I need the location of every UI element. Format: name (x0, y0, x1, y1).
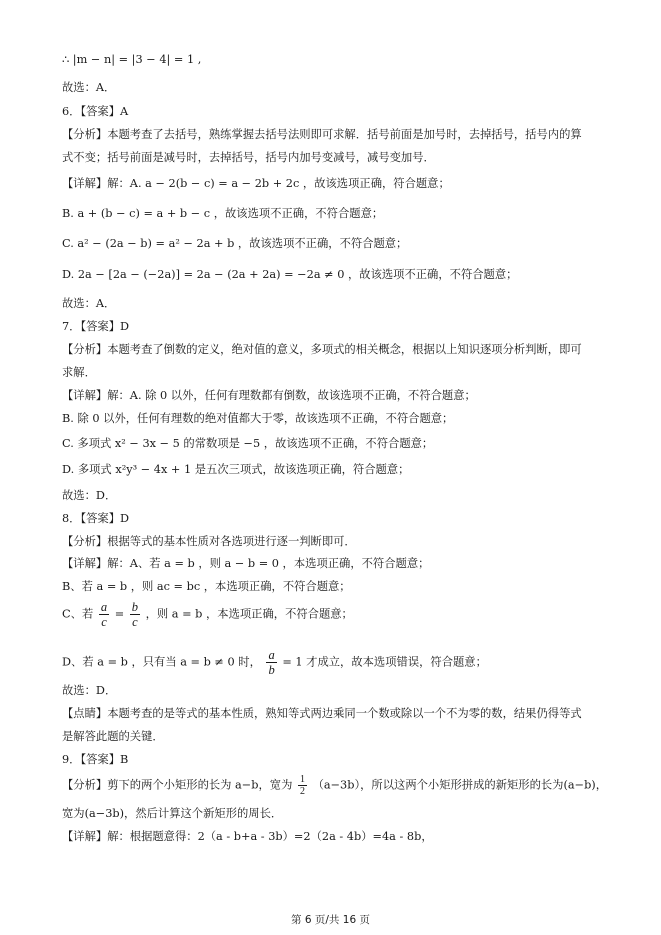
fraction-denominator: c (101, 615, 107, 629)
line-23-prefix: C、若 (62, 607, 94, 621)
fraction-denominator: c (132, 615, 138, 629)
line-28: 9．【答案】B (62, 753, 129, 766)
line-10: 故选：A． (62, 297, 116, 310)
line-31: 【详解】解：根据题意得：2（a - b+a - 3b）=2（2a - 4b）=4a - 8b， (62, 830, 433, 843)
line-30: 宽为(a−3b)，然后计算这个新矩形的周长． (62, 807, 283, 820)
line-26: 【点睛】本题考查的是等式的基本性质，熟知等式两边乘同一个数或除以一个不为零的数，结果仍得等式 (62, 707, 582, 720)
fraction-numerator: a (100, 600, 108, 614)
fraction-denominator: 2 (299, 786, 305, 797)
line-29 (62, 774, 607, 797)
equals-sign: = (114, 607, 125, 621)
line-29-suffix: （a−3b），所以这两个小矩形拼成的新矩形的长为(a−b)， (312, 778, 608, 792)
line-19: 8．【答案】D (62, 512, 130, 525)
line-18: 故选：D． (62, 489, 117, 502)
fraction-b-over-c (130, 600, 140, 629)
line-17: D. 多项式 x²y³ − 4x + 1 是五次三项式，故该选项正确，符合题意； (62, 463, 410, 476)
line-13: 求解． (62, 366, 96, 379)
line-16: C. 多项式 x² − 3x − 5 的常数项是 −5 ，故该选项不正确，不符合题意； (62, 437, 434, 450)
line-4: 【分析】本题考查了去括号，熟练掌握去括号法则即可求解．括号前面是加号时，去掉括号，括号内的算 (62, 128, 582, 141)
line-29-prefix: 【分析】剪下的两个小矩形的长为 a−b，宽为 (62, 778, 293, 792)
line-20: 【分析】根据等式的基本性质对各选项进行逐一判断即可． (62, 535, 356, 548)
line-8: C. a² − (2a − b) = a² − 2a + b ，故该选项不正确，不符合题意； (62, 237, 408, 250)
line-12: 【分析】本题考查了倒数的定义，绝对值的意义，多项式的相关概念，根据以上知识逐项分析判断，即可 (62, 343, 582, 356)
fraction-numerator: b (131, 600, 138, 614)
line-11: 7．【答案】D (62, 320, 130, 333)
line-3: 6．【答案】A (62, 105, 129, 118)
fraction-a-over-b (266, 648, 276, 677)
page-footer: 第 6 页/共 16 页 (291, 914, 370, 926)
line-7: B. a + (b − c) = a + b − c ，故该选项不正确，不符合题意； (62, 207, 384, 220)
line-25: 故选：D． (62, 684, 117, 697)
line-9: D. 2a − [2a − (−2a)] = 2a − (2a + 2a) = −2a ≠ 0 ，故该选项不正确，不符合题意； (62, 268, 518, 281)
line-5: 式不变；括号前面是减号时，去掉括号，括号内加号变减号，减号变加号． (62, 151, 435, 164)
fraction-one-half (298, 774, 307, 797)
fraction-denominator: b (268, 663, 275, 677)
fraction-numerator: a (268, 648, 275, 662)
line-23 (62, 600, 353, 629)
line-14: 【详解】解：A. 除 0 以外，任何有理数都有倒数，故该选项不正确，不符合题意； (62, 389, 476, 402)
line-24-suffix: = 1 才成立，故本选项错误，符合题意； (282, 655, 487, 669)
fraction-a-over-c (99, 600, 109, 629)
line-2: 故选：A． (62, 81, 116, 94)
line-22: B、若 a = b ，则 ac = bc ，本选项正确，不符合题意； (62, 580, 351, 593)
line-23-suffix: ，则 a = b ，本选项正确，不符合题意； (145, 607, 353, 621)
line-1: ∴ |m − n| = |3 − 4| = 1 , (62, 53, 202, 66)
line-6: 【详解】解：A. a − 2(b − c) = a − 2b + 2c ，故该选项正确，符合题意； (62, 177, 450, 190)
line-15: B. 除 0 以外，任何有理数的绝对值都大于零，故该选项不正确，不符合题意； (62, 412, 454, 425)
fraction-numerator: 1 (299, 774, 305, 785)
line-24-prefix: D、若 a = b ，只有当 a = b ≠ 0 时， (62, 655, 261, 669)
line-21: 【详解】解：A、若 a = b ，则 a − b = 0 ，本选项正确，不符合题意； (62, 557, 430, 570)
line-24 (62, 648, 487, 677)
line-27: 是解答此题的关键． (62, 730, 164, 743)
